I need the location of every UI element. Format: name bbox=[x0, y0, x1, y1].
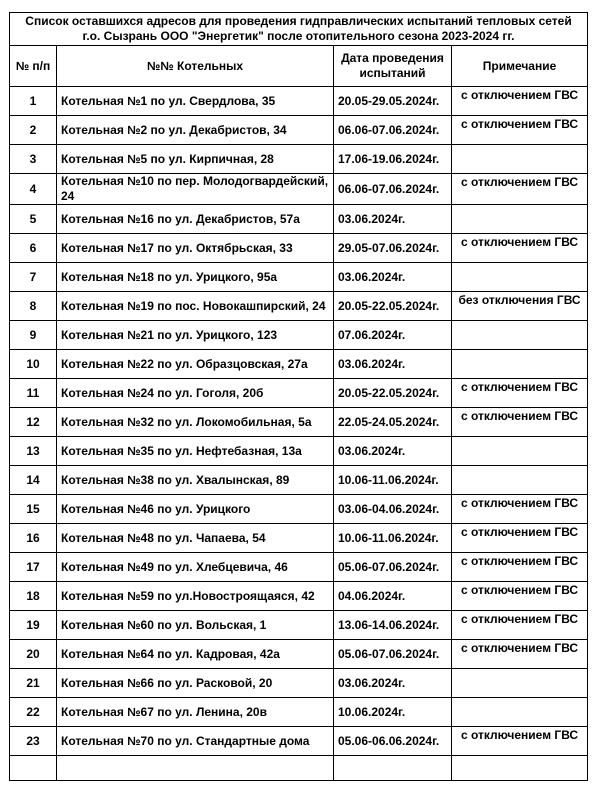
boiler-name: Котельная №19 по пос. Новокашпирский, 24 bbox=[57, 292, 334, 321]
header-note: Примечание bbox=[452, 46, 588, 87]
table-row bbox=[10, 437, 588, 466]
boiler-name: Котельная №67 по ул. Ленина, 20в bbox=[57, 698, 334, 727]
test-date: 20.05-22.05.2024г. bbox=[334, 379, 452, 408]
table-row bbox=[10, 145, 588, 174]
row-number: 22 bbox=[10, 698, 57, 727]
boiler-name: Котельная №18 по ул. Урицкого, 95а bbox=[57, 263, 334, 292]
row-note: с отключением ГВС bbox=[452, 640, 588, 669]
row-number: 8 bbox=[10, 292, 57, 321]
boiler-name: Котельная №64 по ул. Кадровая, 42а bbox=[57, 640, 334, 669]
table-row bbox=[10, 350, 588, 379]
empty-cell bbox=[334, 756, 452, 781]
row-number: 20 bbox=[10, 640, 57, 669]
test-date: 06.06-07.06.2024г. bbox=[334, 116, 452, 145]
test-date: 10.06-11.06.2024г. bbox=[334, 524, 452, 553]
boiler-name: Котельная №38 по ул. Хвалынская, 89 bbox=[57, 466, 334, 495]
boiler-name: Котельная №59 по ул.Новостроящаяся, 42 bbox=[57, 582, 334, 611]
table-row bbox=[10, 582, 588, 611]
empty-cell bbox=[57, 756, 334, 781]
empty-cell bbox=[452, 756, 588, 781]
boiler-name: Котельная №21 по ул. Урицкого, 123 bbox=[57, 321, 334, 350]
row-note: с отключением ГВС bbox=[452, 174, 588, 205]
table-row bbox=[10, 174, 588, 205]
row-note: с отключением ГВС bbox=[452, 87, 588, 116]
boiler-name: Котельная №70 по ул. Стандартные дома bbox=[57, 727, 334, 756]
document-title: Список оставшихся адресов для проведения гидправлических испытаний тепловых сетей г.о. Сызрань ООО "Энергетик" после отопительного сезона 2023-2024 гг. bbox=[10, 13, 588, 46]
row-number: 17 bbox=[10, 553, 57, 582]
test-date: 10.06-11.06.2024г. bbox=[334, 466, 452, 495]
row-number: 9 bbox=[10, 321, 57, 350]
header-name: №№ Котельных bbox=[57, 46, 334, 87]
row-number: 11 bbox=[10, 379, 57, 408]
row-note bbox=[452, 466, 588, 495]
row-note bbox=[452, 145, 588, 174]
row-note bbox=[452, 437, 588, 466]
row-note: с отключением ГВС bbox=[452, 116, 588, 145]
row-number: 7 bbox=[10, 263, 57, 292]
header-date: Дата проведения испытаний bbox=[334, 46, 452, 87]
row-note bbox=[452, 263, 588, 292]
test-date: 03.06.2024г. bbox=[334, 205, 452, 234]
test-date: 06.06-07.06.2024г. bbox=[334, 174, 452, 205]
row-note: с отключением ГВС bbox=[452, 582, 588, 611]
test-date: 03.06-04.06.2024г. bbox=[334, 495, 452, 524]
empty-row bbox=[10, 756, 588, 781]
test-date: 04.06.2024г. bbox=[334, 582, 452, 611]
row-number: 12 bbox=[10, 408, 57, 437]
table-row bbox=[10, 727, 588, 756]
row-number: 2 bbox=[10, 116, 57, 145]
table-row bbox=[10, 263, 588, 292]
table-row bbox=[10, 553, 588, 582]
table-row bbox=[10, 292, 588, 321]
boiler-name: Котельная №60 по ул. Вольская, 1 bbox=[57, 611, 334, 640]
row-number: 15 bbox=[10, 495, 57, 524]
row-note bbox=[452, 669, 588, 698]
test-date: 20.05-29.05.2024г. bbox=[334, 87, 452, 116]
row-note: с отключением ГВС bbox=[452, 727, 588, 756]
row-number: 1 bbox=[10, 87, 57, 116]
test-date: 20.05-22.05.2024г. bbox=[334, 292, 452, 321]
row-note: с отключением ГВС bbox=[452, 553, 588, 582]
row-number: 16 bbox=[10, 524, 57, 553]
boiler-name: Котельная №22 по ул. Образцовская, 27а bbox=[57, 350, 334, 379]
test-date: 29.05-07.06.2024г. bbox=[334, 234, 452, 263]
table-row bbox=[10, 669, 588, 698]
boiler-name: Котельная №2 по ул. Декабристов, 34 bbox=[57, 116, 334, 145]
table-row bbox=[10, 640, 588, 669]
row-note: с отключением ГВС bbox=[452, 234, 588, 263]
boiler-name: Котельная №49 по ул. Хлебцевича, 46 bbox=[57, 553, 334, 582]
row-number: 23 bbox=[10, 727, 57, 756]
tests-table bbox=[9, 12, 588, 781]
test-date: 13.06-14.06.2024г. bbox=[334, 611, 452, 640]
table-row bbox=[10, 87, 588, 116]
row-number: 3 bbox=[10, 145, 57, 174]
table-row bbox=[10, 698, 588, 727]
boiler-name: Котельная №24 по ул. Гоголя, 20б bbox=[57, 379, 334, 408]
row-note: с отключением ГВС bbox=[452, 495, 588, 524]
test-date: 22.05-24.05.2024г. bbox=[334, 408, 452, 437]
row-note bbox=[452, 205, 588, 234]
test-date: 03.06.2024г. bbox=[334, 669, 452, 698]
test-date: 05.06-07.06.2024г. bbox=[334, 640, 452, 669]
table-row bbox=[10, 116, 588, 145]
test-date: 03.06.2024г. bbox=[334, 437, 452, 466]
row-number: 14 bbox=[10, 466, 57, 495]
row-note: с отключением ГВС bbox=[452, 524, 588, 553]
title-row bbox=[10, 13, 588, 46]
test-date: 07.06.2024г. bbox=[334, 321, 452, 350]
row-note bbox=[452, 350, 588, 379]
table-row bbox=[10, 611, 588, 640]
row-number: 4 bbox=[10, 174, 57, 205]
row-number: 19 bbox=[10, 611, 57, 640]
boiler-name: Котельная №48 по ул. Чапаева, 54 bbox=[57, 524, 334, 553]
table-row bbox=[10, 466, 588, 495]
table-row bbox=[10, 524, 588, 553]
table-row bbox=[10, 234, 588, 263]
test-date: 03.06.2024г. bbox=[334, 350, 452, 379]
row-note: с отключением ГВС bbox=[452, 379, 588, 408]
row-number: 5 bbox=[10, 205, 57, 234]
row-note bbox=[452, 321, 588, 350]
header-num: № п/п bbox=[10, 46, 57, 87]
table-row bbox=[10, 205, 588, 234]
boiler-name: Котельная №35 по ул. Нефтебазная, 13а bbox=[57, 437, 334, 466]
boiler-name: Котельная №10 по пер. Молодогвардейский, 24 bbox=[57, 174, 334, 205]
header-row bbox=[10, 46, 588, 87]
test-date: 05.06-06.06.2024г. bbox=[334, 727, 452, 756]
row-number: 21 bbox=[10, 669, 57, 698]
row-number: 10 bbox=[10, 350, 57, 379]
boiler-name: Котельная №46 по ул. Урицкого bbox=[57, 495, 334, 524]
boiler-name: Котельная №1 по ул. Свердлова, 35 bbox=[57, 87, 334, 116]
test-date: 17.06-19.06.2024г. bbox=[334, 145, 452, 174]
table-row bbox=[10, 495, 588, 524]
test-date: 10.06.2024г. bbox=[334, 698, 452, 727]
boiler-name: Котельная №17 по ул. Октябрьская, 33 bbox=[57, 234, 334, 263]
table-row bbox=[10, 408, 588, 437]
row-note: без отключения ГВС bbox=[452, 292, 588, 321]
boiler-name: Котельная №5 по ул. Кирпичная, 28 bbox=[57, 145, 334, 174]
boiler-name: Котельная №66 по ул. Расковой, 20 bbox=[57, 669, 334, 698]
row-number: 6 bbox=[10, 234, 57, 263]
row-note: с отключением ГВС bbox=[452, 611, 588, 640]
table-row bbox=[10, 321, 588, 350]
row-number: 13 bbox=[10, 437, 57, 466]
test-date: 05.06-07.06.2024г. bbox=[334, 553, 452, 582]
row-number: 18 bbox=[10, 582, 57, 611]
table-body bbox=[10, 13, 588, 781]
empty-cell bbox=[10, 756, 57, 781]
boiler-name: Котельная №32 по ул. Локомобильная, 5а bbox=[57, 408, 334, 437]
table-row bbox=[10, 379, 588, 408]
row-note: с отключением ГВС bbox=[452, 408, 588, 437]
test-date: 03.06.2024г. bbox=[334, 263, 452, 292]
row-note bbox=[452, 698, 588, 727]
boiler-name: Котельная №16 по ул. Декабристов, 57а bbox=[57, 205, 334, 234]
